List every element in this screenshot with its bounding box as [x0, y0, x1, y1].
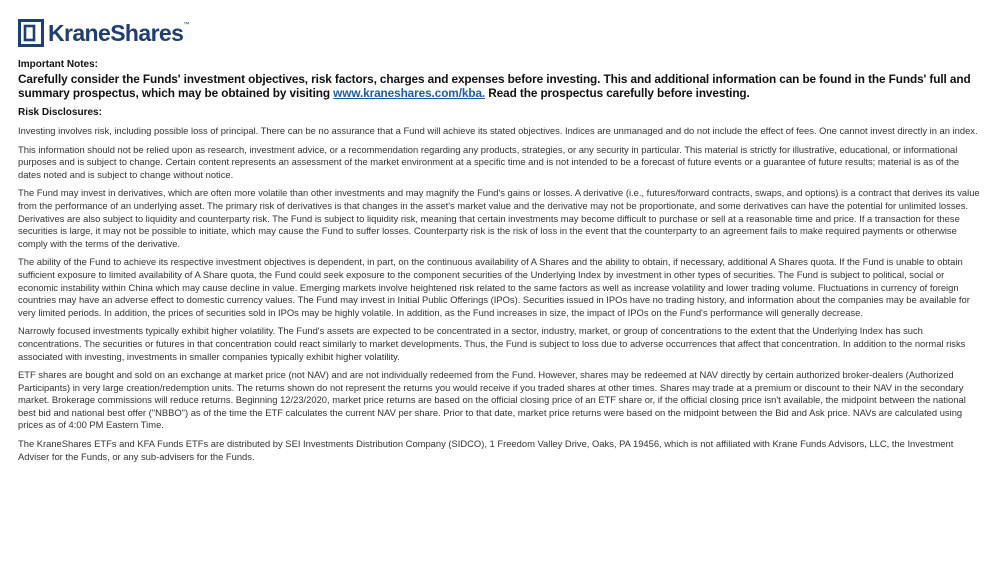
risk-paragraph-information: This information should not be relied upon as research, investment advice, or a recommendation regarding any products, strategies, or any security in particular. This material is strictly for illustrative, educational, or informational purposes and is subject to change. Certain content represents an assessment of the market environment at a specific time and is not intended to be a forecast of future events or a guarantee of future results; material is as of the dates noted and is subject to change without notice.: [18, 143, 960, 180]
kraneshares-logo-icon: [18, 19, 44, 47]
risk-disclosures-heading: Risk Disclosures:: [18, 107, 102, 118]
logo-trademark: ™: [183, 22, 190, 28]
prospectus-link[interactable]: www.kraneshares.com/kba.: [333, 85, 486, 100]
prospectus-notice-text: Carefully consider the Funds' investment objectives, risk factors, charges and expenses before investing. This and additional information can be found in the Funds' full and summary prospectus, which may be obtained by visiting: [18, 72, 971, 100]
important-notes-heading: Important Notes:: [18, 59, 98, 70]
prospectus-notice: [18, 73, 980, 100]
risk-paragraph-derivatives: The Fund may invest in derivatives, which are often more volatile than other investments and may magnify the Fund's gains or losses. A derivative (i.e., futures/forward contracts, swaps, and options) is a contract that derives its value from the performance of an underlying asset. The primary risk of derivatives is that changes in the asset's market value and the derivative may not be proportionate, and some derivatives can have the potential for unlimited losses. Derivatives are also subject to liquidity and counterparty risk. The Fund is subject to liquidity risk, meaning that certain investments may become difficult to purchase or sell at a reasonable time and price. If a transaction for these securities is large, it may not be possible to initiate, which may cause the Fund to suffer losses. Counterparty risk is the risk of loss in the event that the counterparty to an agreement fails to make required payments or otherwise comply with the terms of the derivative.: [18, 187, 980, 249]
risk-paragraph-distributor: The KraneShares ETFs and KFA Funds ETFs are distributed by SEI Investments Distribution Company (SIDCO), 1 Freedom Valley Drive, Oaks, PA 19456, which is not affiliated with Krane Funds Advisors, LLC, the Investment Adviser for the Funds, or any sub-advisers for the Funds.: [18, 438, 954, 462]
disclosures-content: [18, 58, 980, 469]
prospectus-notice-text-end: Read the prospectus carefully before investing.: [485, 85, 750, 100]
risk-paragraph-general: Investing involves risk, including possible loss of principal. There can be no assurance that a Fund will achieve its stated objectives. Indices are unmanaged and do not include the effect of fees. One cannot invest directly in an index.: [18, 125, 978, 136]
risk-paragraph-a-shares: The ability of the Fund to achieve its respective investment objectives is dependent, in part, on the continuous availability of A Shares and the ability to obtain, if necessary, additional A Shares quota. If the Fund is unable to obtain sufficient exposure to limited availability of A Share quota, the Fund could seek exposure to the component securities of the Underlying Index by investment in other types of securities. The Fund is subject to political, social or economic instability within China which may cause decline in value. Emerging markets involve heightened risk related to the same factors as well as increase volatility and lower trading volume. Fluctuations in currency of foreign countries may have an adverse effect to domestic currency values. The Fund may invest in Initial Public Offerings (IPOs). Securities issued in IPOs have no trading history, and information about the companies may be available for very limited periods. In addition, the prices of securities sold in IPOs may be highly volatile. In addition, as the Fund increases in size, the impact of IPOs on the Fund's performance will generally decrease.: [18, 256, 970, 318]
kraneshares-logo[interactable]: [18, 18, 189, 48]
risk-paragraph-etf-shares: ETF shares are bought and sold on an exchange at market price (not NAV) and are not individually redeemed from the Fund. However, shares may be redeemed at NAV directly by certain authorized broker-dealers (Authorized Participants) in very large creation/redemption units. The returns shown do not represent the returns you would receive if you traded shares at other times. Shares may trade at a premium or discount to their NAV in the secondary market. Brokerage commissions will reduce returns. Beginning 12/23/2020, market price returns are based on the official closing price of an ETF share or, if the official closing price isn't available, the midpoint between the national best bid and national best offer ("NBBO") as of the time the ETF calculates the current NAV per share. Prior to that date, market price returns were based on the midpoint between the Bid and Ask price. NAVs are calculated using prices as of 4:00 PM Eastern Time.: [18, 369, 966, 431]
logo-wordmark: KraneShares: [48, 20, 184, 46]
risk-paragraph-concentration: Narrowly focused investments typically exhibit higher volatility. The Fund's assets are expected to be concentrated in a sector, industry, market, or group of concentrations to the extent that the Underlying Index has such concentrations. The securities or futures in that concentration could react similarly to market developments. Thus, the Fund is subject to loss due to adverse occurrences that affect that concentration. In addition to the normal risks associated with investing, investments in smaller companies typically exhibit higher volatility.: [18, 325, 966, 362]
